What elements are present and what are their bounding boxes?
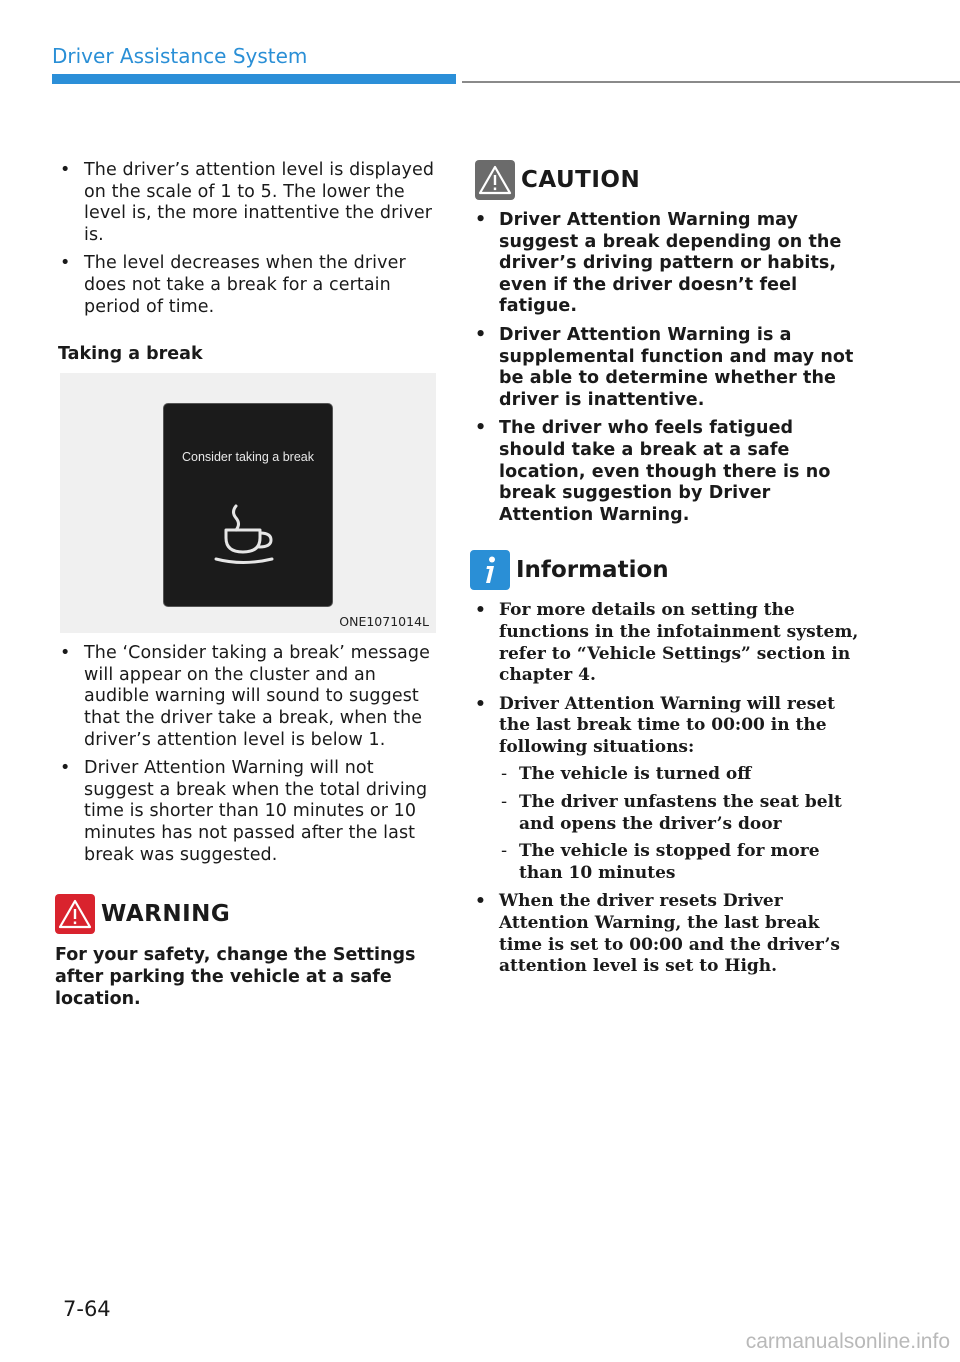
information-list [475, 600, 860, 978]
screen-message: Consider taking a break [181, 450, 315, 465]
list-item: • Driver Attention Warning will not suggest a break when the total driving time is shorter than 10 minutes or 10 minutes has not passed after the last break was suggested. [60, 758, 436, 866]
warning-text: For your safety, change the Settings after parking the vehicle at a safe location. [55, 945, 416, 1010]
caution-heading [475, 160, 860, 200]
list-item: • Driver Attention Warning is a supplemental function and may not be able to determine whether the driver is inattentive. [475, 325, 860, 411]
section-title: Driver Assistance System [52, 44, 308, 68]
info-icon [470, 550, 510, 590]
information-label: Information [516, 557, 669, 584]
reset-situations-list [499, 764, 860, 884]
page-number: 7-64 [63, 1297, 111, 1321]
left-column [55, 160, 436, 1010]
list-item: • Driver Attention Warning may suggest a break depending on the driver’s driving pattern or habits, even if the driver doesn’t feel fatigue. [475, 210, 860, 318]
caution-list [475, 210, 860, 526]
cluster-screen [163, 403, 333, 607]
list-item: • The ‘Consider taking a break’ message will appear on the cluster and an audible warning will sound to suggest that the driver take a break, when the driver’s attention level is below 1. [60, 643, 436, 751]
figure-code: ONE1071014L [339, 614, 429, 630]
information-heading [470, 550, 860, 590]
header-rule [462, 81, 960, 83]
cluster-figure [60, 373, 436, 633]
watermark: carmanualsonline.info [745, 1330, 950, 1353]
break-bullet-list [60, 643, 436, 866]
intro-bullet-list [60, 160, 436, 318]
list-item: - The vehicle is stopped for more than 10 minutes [499, 841, 860, 884]
list-item: • The driver who feels fatigued should take a break at a safe location, even though there is no break suggestion by Driver Attention Warning. [475, 418, 860, 526]
list-item: • For more details on setting the functions in the infotainment system, refer to “Vehicle Settings” section in chapter 4. [475, 600, 860, 686]
list-item: • The driver’s attention level is displayed on the scale of 1 to 5. The lower the level is, the more inattentive the driver is. [60, 160, 436, 246]
list-item: • When the driver resets Driver Attention Warning, the last break time is set to 00:00 and the driver’s attention level is set to High. [475, 891, 860, 977]
list-item-text: Driver Attention Warning will reset the last break time to 00:00 in the following situations: [499, 693, 835, 757]
right-column [475, 160, 860, 985]
warning-icon [55, 894, 95, 934]
list-item [475, 694, 860, 885]
header-bar [52, 74, 456, 84]
subheading-taking-a-break: Taking a break [58, 344, 203, 365]
warning-label: WARNING [101, 901, 231, 928]
list-item: • The level decreases when the driver does not take a break for a certain period of time. [60, 253, 436, 318]
caution-icon [475, 160, 515, 200]
caution-label: CAUTION [521, 167, 641, 193]
list-item: - The vehicle is turned off [499, 764, 860, 786]
coffee-cup-icon [214, 502, 284, 566]
list-item: - The driver unfastens the seat belt and opens the driver’s door [499, 792, 860, 835]
warning-heading [55, 894, 436, 934]
